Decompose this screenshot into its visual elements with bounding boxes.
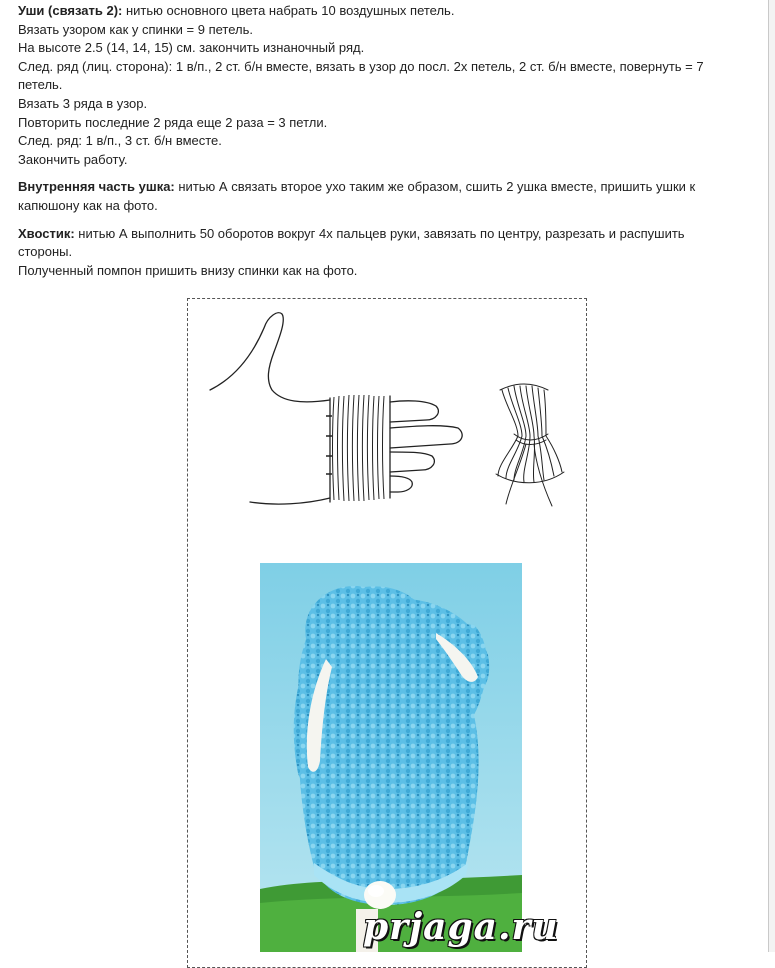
ears-paragraph xyxy=(18,2,738,21)
ears-heading: Уши (связать 2): xyxy=(18,3,123,18)
bunny-hoodie-photo xyxy=(260,563,522,952)
scrollbar-track[interactable] xyxy=(768,0,775,952)
ears-line: След. ряд (лиц. сторона): 1 в/п., 2 ст. б/н вместе, вязать в узор до посл. 2х петель, 2 ст. б/н вместе, повернуть = 7 xyxy=(18,58,704,74)
ears-line: Повторить последние 2 ряда еще 2 раза = 3 петли. xyxy=(18,114,328,130)
ears-line: Вязать 3 ряда в узор. xyxy=(18,95,148,111)
tail-heading: Хвостик: xyxy=(18,225,75,241)
inner-ear-heading: Внутренняя часть ушка: xyxy=(18,179,175,195)
ears-line: Закончить работу. xyxy=(18,151,128,167)
ears-line: Вязать узором как у спинки = 9 петель. xyxy=(18,21,253,37)
inner-ear-paragraph xyxy=(18,178,738,197)
instructions-text xyxy=(18,2,738,280)
tail-line: Полученный помпон пришить внизу спинки как на фото. xyxy=(18,262,358,278)
tail-paragraph xyxy=(18,225,738,244)
tail-line: стороны. xyxy=(18,244,73,260)
inner-ear-line: капюшону как на фото. xyxy=(18,197,158,213)
ears-line: След. ряд: 1 в/п., 3 ст. б/н вместе. xyxy=(18,133,222,149)
ears-line: петель. xyxy=(18,77,63,93)
ears-intro: нитью основного цвета набрать 10 воздушных петель. xyxy=(122,3,455,18)
site-watermark: prjaga.ru xyxy=(363,906,559,948)
ears-line: На высоте 2.5 (14, 14, 15) см. закончить изнаночный ряд. xyxy=(18,40,365,56)
hand-yarn-drawing xyxy=(206,306,566,526)
inner-ear-text: нитью А связать второе ухо таким же образом, сшить 2 ушка вместе, пришить ушки к xyxy=(174,179,696,195)
tail-text: нитью А выполнить 50 оборотов вокруг 4х пальцев руки, завязать по центру, разрезать и распушить xyxy=(74,225,685,241)
